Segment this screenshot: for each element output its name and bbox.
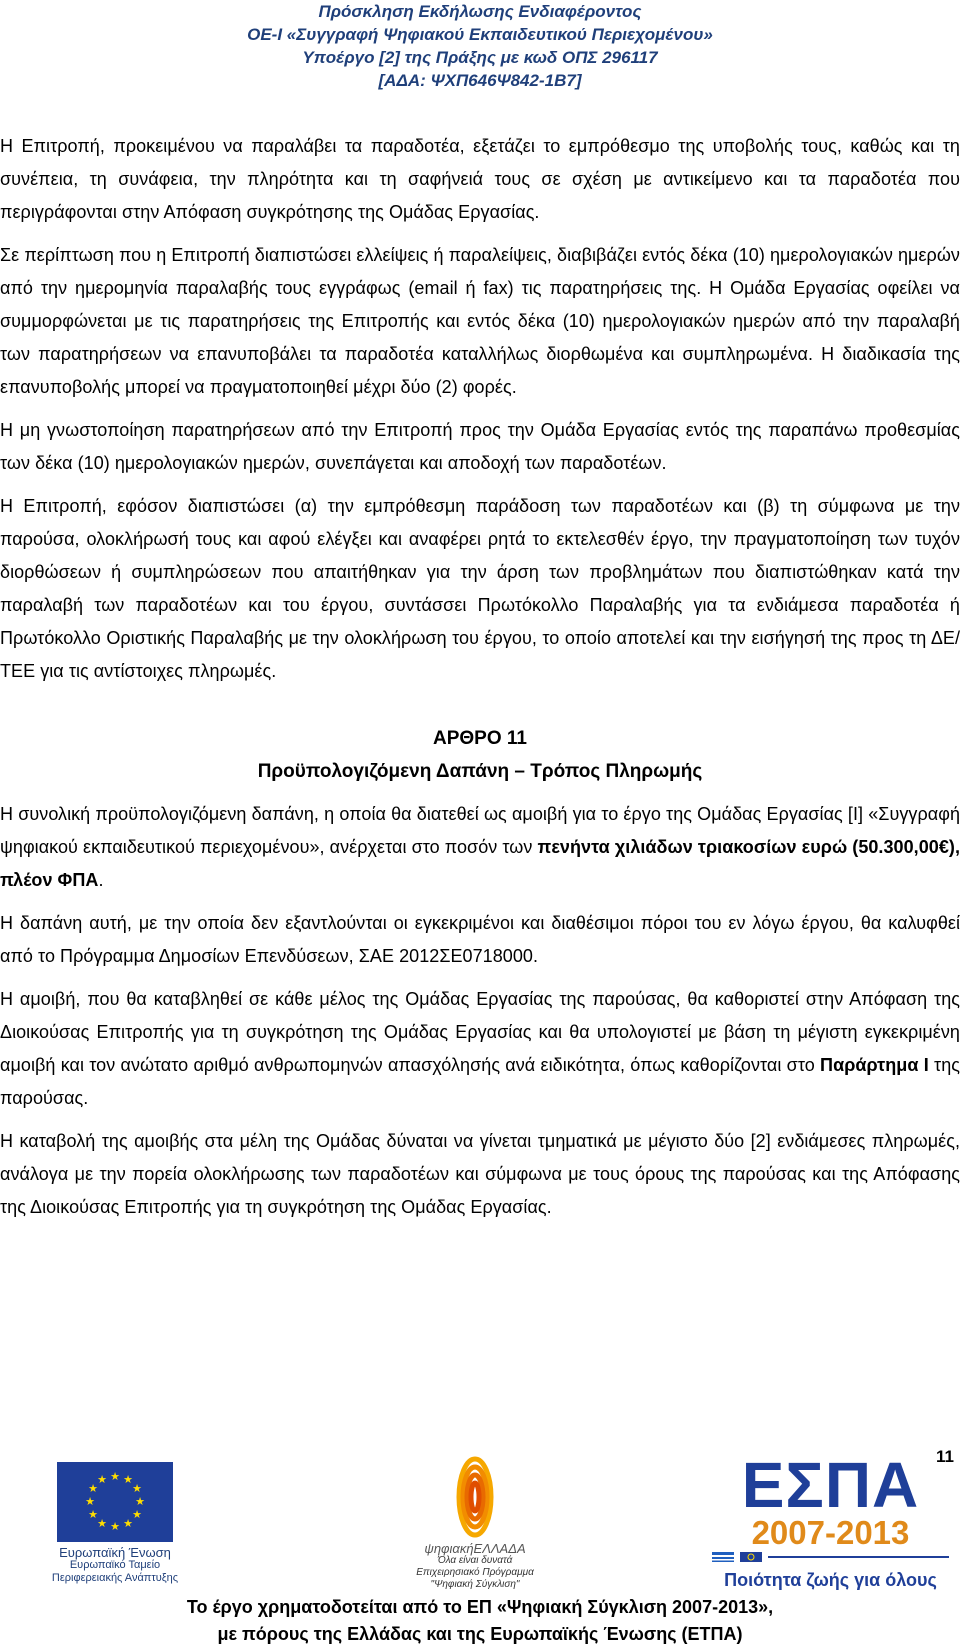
article-paragraph-1	[0, 798, 960, 897]
svg-text:★: ★	[110, 1470, 120, 1483]
header-line-3: Υποέργο [2] της Πράξης με κωδ ΟΠΣ 296117	[302, 48, 658, 67]
paragraph-2: Σε περίπτωση που η Επιτροπή διαπιστώσει ελλείψεις ή παραλείψεις, διαβιβάζει εντός δέκα (10) ημερολογιακών ημερών από την ημερομηνία παραλαβής τους εγγράφως (email ή fax) τις παρατηρήσεις της. Η Ομάδα Εργασίας οφείλει να συμμορφώνεται με τις παρατηρήσεις της Επιτροπής και εντός δέκα (10) ημερολογιακών ημερών από την παραλαβή των παρατηρήσεων να επανυποβάλει τα παραδοτέα καταλλήλως διορθωμένα και συμπληρωμένα. Η διαδικασία της επανυποβολής μπορεί να πραγματοποιηθεί μέχρι δύο (2) φορές.	[0, 245, 960, 397]
footer-line-1: Το έργο χρηματοδοτείται από το ΕΠ «Ψηφιακή Σύγκλιση 2007-2013»,	[186, 1597, 774, 1617]
digital-greece-line-2: Επιχειρησιακό Πρόγραμμα	[416, 1567, 534, 1578]
digital-greece-line-3: "Ψηφιακή Σύγκλιση"	[430, 1579, 520, 1590]
digital-greece-line-1: Όλα είναι δυνατά	[437, 1555, 513, 1566]
eu-logo	[30, 1462, 200, 1585]
annex-reference: Παράρτημα Ι	[820, 1055, 929, 1075]
article-paragraph-3	[0, 983, 960, 1115]
document-body	[0, 130, 960, 1234]
espa-title: ΕΣΠΑ	[741, 1449, 920, 1521]
funding-footer	[0, 1594, 960, 1648]
espa-slogan: Ποιότητα ζωής για όλους	[724, 1570, 937, 1590]
svg-text:★: ★	[135, 1495, 145, 1508]
footer-line-2: με πόρους της Ελλάδας και της Ευρωπαϊκής Ένωσης (ΕΤΠΑ)	[217, 1624, 743, 1644]
svg-text:★: ★	[110, 1520, 120, 1533]
article-paragraph-4: Η καταβολή της αμοιβής στα μέλη της Ομάδας δύναται να γίνεται τμηματικά με μέγιστο δύο [2] ενδιάμεσες πληρωμές, ανάλογα με την πορεία ολοκλήρωσης των παραδοτέων και σύμφωνα με τους όρους της παρούσας και της Απόφασης της Διοικούσας Επιτροπής για τη συγκρότηση της Ομάδας Εργασίας.	[0, 1131, 960, 1217]
document-header	[0, 0, 960, 92]
espa-logo	[708, 1449, 953, 1592]
article-title: Προϋπολογιζόμενη Δαπάνη – Τρόπος Πληρωμής	[257, 761, 703, 782]
svg-text:★: ★	[123, 1517, 133, 1530]
svg-text:★: ★	[123, 1473, 133, 1486]
eu-caption-line-2: Ευρωπαϊκό Ταμείο	[69, 1559, 161, 1571]
article-paragraph-1-amount: πενήντα χιλιάδων τριακοσίων ευρώ (50.300,00€), πλέον ΦΠΑ	[0, 837, 960, 890]
svg-text:★: ★	[97, 1473, 107, 1486]
article-paragraph-3-text: Η αμοιβή, που θα καταβληθεί σε κάθε μέλος της Ομάδας Εργασίας της παρούσας, θα καθοριστεί στην Απόφαση της Διοικούσας Επιτροπής για τη συγκρότηση της Ομάδας Εργασίας και θα υπολογιστεί με βάση τη μέγιστη εγκεκριμένη αμοιβή και τον ανώτατο αριθμό ανθρωπομηνών απασχόλησής ανά ειδικότητα, όπως καθορίζονται στο	[0, 989, 960, 1075]
article-paragraph-1-end: .	[98, 870, 104, 890]
espa-flags-icon	[708, 1550, 953, 1562]
svg-text:★: ★	[85, 1495, 95, 1508]
page-number: 11	[936, 1447, 954, 1466]
article-heading	[0, 722, 960, 788]
eu-caption-line-1: Ευρωπαϊκή Ένωση	[59, 1545, 171, 1560]
paragraph-4: Η Επιτροπή, εφόσον διαπιστώσει (α) την εμπρόθεσμη παράδοση των παραδοτέων και (β) τη σύμφωνα με την παρούσα, ολοκλήρωσή τους και αφού ελέγξει και αναφέρει ρητά το εκτελεσθέν έργο, την πραγματοποίηση των τυχόν διορθώσεων ή συμπληρώσεων που απαιτήθηκαν για την άρση των προβλημάτων που διαπιστώθηκαν κατά την παραλαβή των παραδοτέων και του έργου, συντάσσει Πρωτόκολλο Παραλαβής για τα ενδιάμεσα παραδοτέα ή Πρωτόκολλο Οριστικής Παραλαβής με την ολοκλήρωση του έργου, το οποίο αποτελεί και την εισήγησή της προς τη ΔΕ/ΤΕΕ για τις αντίστοιχες πληρωμές.	[0, 496, 960, 681]
article-paragraph-2: Η δαπάνη αυτή, με την οποία δεν εξαντλούνται οι εγκεκριμένοι και διαθέσιμοι πόροι του εν λόγω έργου, θα καλυφθεί από το Πρόγραμμα Δημοσίων Επενδύσεων, ΣΑΕ 2012ΣΕ0718000.	[0, 913, 960, 966]
paragraph-1: Η Επιτροπή, προκειμένου να παραλάβει τα παραδοτέα, εξετάζει το εμπρόθεσμο της υποβολής τους, καθώς και τη συνέπεια, τη συνάφεια, την πληρότητα και τη σαφήνειά τους σε σχέση με αντικείμενο και τα παραδοτέα που περιγράφονται στην Απόφαση συγκρότησης της Ομάδας Εργασίας.	[0, 136, 960, 222]
article-number: ΑΡΘΡΟ 11	[433, 728, 527, 749]
header-line-4: [ΑΔΑ: ΨΧΠ646Ψ842-1Β7]	[378, 71, 582, 90]
digital-greece-logo	[400, 1452, 550, 1591]
article-paragraph-1-text: Η συνολική προϋπολογιζόμενη δαπάνη, η οποία θα διατεθεί ως αμοιβή για το έργο της Ομάδας Εργασίας [Ι] «Συγγραφή ψηφιακού εκπαιδευτικού περιεχομένου», ανέρχεται στο ποσόν των	[0, 804, 960, 857]
article-paragraph-3-end: της παρούσας.	[0, 1055, 960, 1108]
svg-text:★: ★	[132, 1482, 142, 1495]
eu-caption-line-3: Περιφερειακής Ανάπτυξης	[51, 1572, 179, 1584]
flags-strip-icon	[708, 1551, 953, 1563]
svg-text:★: ★	[132, 1508, 142, 1521]
svg-text:★: ★	[88, 1482, 98, 1495]
eu-stars-icon	[57, 1462, 173, 1542]
paragraph-3: Η μη γνωστοποίηση παρατηρήσεων από την Επιτροπή προς την Ομάδα Εργασίας εντός της παραπάνω προθεσμίας των δέκα (10) ημερολογιακών ημερών, συνεπάγεται και αποδοχή των παραδοτέων.	[0, 420, 960, 473]
digital-greece-brand: ψηφιακήΕΛΛΑΔΑ	[424, 1541, 526, 1556]
digital-greece-emblem-icon	[420, 1452, 530, 1538]
svg-text:★: ★	[97, 1517, 107, 1530]
header-line-2: ΟΕ-Ι «Συγγραφή Ψηφιακού Εκπαιδευτικού Περιεχομένου»	[247, 25, 713, 44]
logo-strip	[0, 1448, 960, 1588]
espa-years: 2007-2013	[751, 1514, 910, 1551]
header-line-1: Πρόσκληση Εκδήλωσης Ενδιαφέροντος	[318, 2, 642, 21]
svg-text:★: ★	[88, 1508, 98, 1521]
eu-caption	[30, 1546, 200, 1585]
eu-flag-icon	[57, 1462, 173, 1542]
digital-greece-caption	[400, 1543, 550, 1591]
